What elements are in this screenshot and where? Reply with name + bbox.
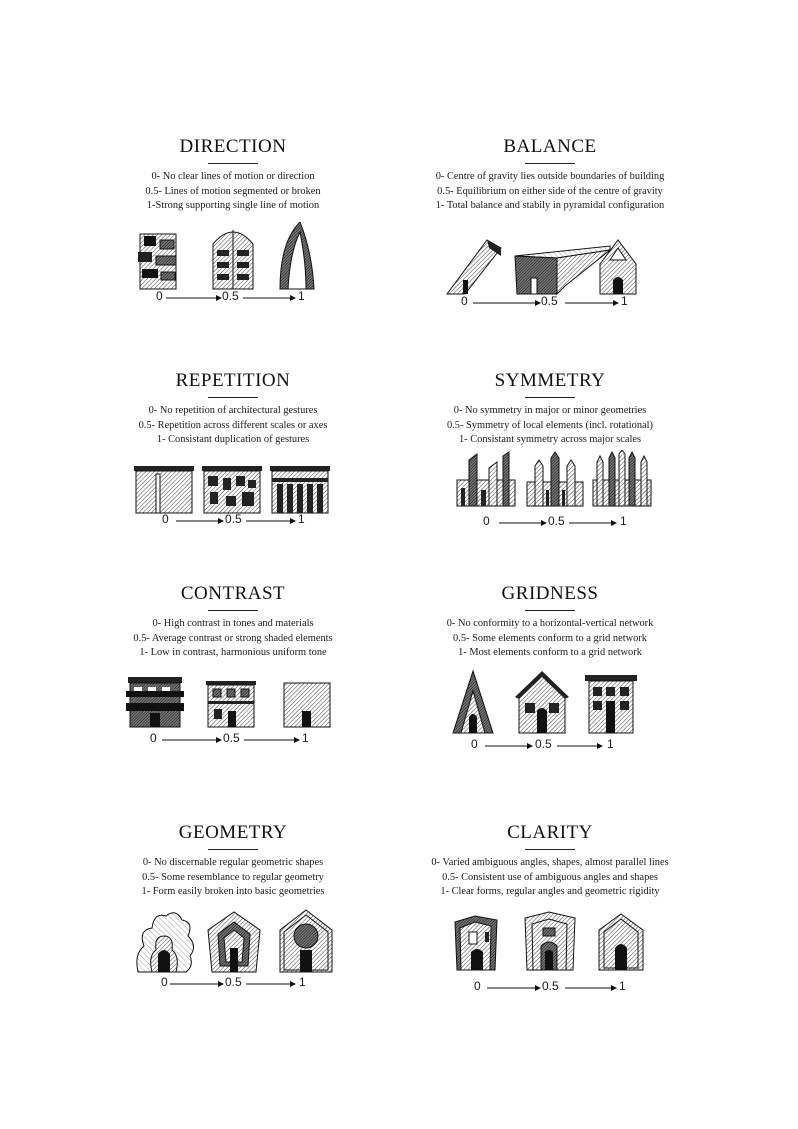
criterion-1: 1- Low in contrast, harmonious uniform tone [139, 647, 327, 658]
criteria-list [385, 856, 715, 900]
building-score-05 [206, 681, 256, 727]
building-score-05 [213, 230, 253, 289]
title-divider [525, 163, 575, 164]
score-scale [68, 974, 398, 994]
criterion-05: 0.5- Symmetry of local elements (incl. rotational) [446, 419, 654, 431]
building-score-0 [137, 913, 194, 972]
scale-label-05: 0.5 [535, 737, 552, 751]
criterion-0: 0- No symmetry in major or minor geometries [453, 405, 647, 416]
scale-label-0: 0 [161, 975, 168, 989]
criterion-05: 0.5- Consistent use of ambiguous angles and shapes [442, 871, 658, 883]
building-score-05 [208, 912, 260, 972]
building-illustrations [385, 667, 715, 737]
scale-label-1: 1 [607, 737, 614, 751]
criterion-05: 0.5- Average contrast or strong shaded elements [133, 632, 333, 644]
building-illustrations [385, 908, 715, 978]
building-score-0 [134, 466, 194, 513]
criterion-0: 0- No conformity to a horizontal-vertical network [446, 618, 654, 629]
scale-label-05: 0.5 [541, 294, 558, 308]
building-score-0 [455, 916, 497, 970]
building-score-05 [527, 452, 583, 506]
panel-repetition [68, 370, 398, 570]
panel-title: SYMMETRY [494, 370, 606, 391]
criterion-05: 0.5- Some elements conform to a grid network [453, 632, 647, 644]
criteria-list [385, 170, 715, 214]
building-score-0 [453, 671, 493, 733]
scale-label-0: 0 [162, 512, 169, 526]
criterion-0: 0- Centre of gravity lies outside boundaries of building [435, 171, 665, 182]
building-illustrations [68, 222, 398, 292]
title-divider [208, 397, 258, 398]
criterion-1: 1- Clear forms, regular angles and geometric rigidity [440, 886, 660, 897]
panel-title: REPETITION [175, 370, 291, 391]
scale-label-05: 0.5 [548, 514, 565, 528]
panel-clarity [385, 822, 715, 1022]
building-score-05 [525, 912, 575, 970]
score-scale [385, 978, 715, 998]
criterion-0: 0- No clear lines of motion or direction [151, 171, 315, 182]
panel-geometry [68, 822, 398, 1022]
building-score-1 [284, 683, 330, 727]
title-divider [525, 397, 575, 398]
criteria-list [68, 617, 398, 661]
criterion-05: 0.5- Lines of motion segmented or broken [145, 185, 321, 197]
scale-label-05: 0.5 [542, 979, 559, 993]
criterion-0: 0- High contrast in tones and materials [152, 618, 314, 629]
scale-label-0: 0 [461, 294, 468, 308]
scale-label-1: 1 [620, 514, 627, 528]
criteria-list [68, 856, 398, 900]
panel-title: GRIDNESS [501, 583, 599, 604]
building-score-05 [515, 246, 610, 294]
building-score-05 [202, 466, 262, 513]
building-score-0 [126, 677, 184, 727]
score-scale [68, 730, 398, 750]
score-scale [68, 511, 398, 531]
score-scale [385, 293, 715, 313]
title-divider [525, 849, 575, 850]
criterion-05: 0.5- Repetition across different scales or axes [138, 419, 328, 431]
title-divider [208, 849, 258, 850]
scale-label-05: 0.5 [225, 512, 242, 526]
scale-label-1: 1 [619, 979, 626, 993]
criterion-0: 0- No repetition of architectural gestures [148, 405, 318, 416]
scale-label-0: 0 [156, 289, 163, 303]
panel-contrast [68, 583, 398, 783]
scale-label-1: 1 [302, 731, 309, 745]
building-score-0 [138, 234, 176, 289]
criteria-list [68, 404, 398, 448]
score-scale [385, 736, 715, 756]
title-divider [208, 610, 258, 611]
scale-label-05: 0.5 [225, 975, 242, 989]
building-score-1 [585, 675, 637, 733]
criterion-05: 0.5- Some resemblance to regular geometry [142, 871, 324, 883]
criterion-1: 1- Total balance and stabily in pyramidal configuration [435, 200, 665, 211]
panel-symmetry [385, 370, 715, 570]
panel-title: GEOMETRY [178, 822, 288, 843]
criterion-1: 1- Most elements conform to a grid network [458, 647, 642, 658]
scale-label-1: 1 [621, 294, 628, 308]
panel-direction [68, 136, 398, 336]
building-illustrations [385, 450, 715, 520]
panel-title: BALANCE [503, 136, 597, 157]
criterion-1: 1- Consistant duplication of gestures [156, 434, 310, 445]
scale-label-0: 0 [150, 731, 157, 745]
panel-title: DIRECTION [179, 136, 287, 157]
building-score-1 [599, 914, 643, 970]
criteria-list [68, 170, 398, 214]
criterion-0: 0- No discernable regular geometric shapes [142, 857, 324, 868]
building-score-0 [457, 452, 515, 506]
title-divider [525, 610, 575, 611]
scale-label-1: 1 [299, 975, 306, 989]
scale-label-0: 0 [471, 737, 478, 751]
score-scale [68, 288, 398, 308]
building-illustrations [68, 906, 398, 976]
scale-label-05: 0.5 [222, 289, 239, 303]
criteria-list [385, 404, 715, 448]
panel-balance [385, 136, 715, 336]
scale-label-0: 0 [483, 514, 490, 528]
criterion-05: 0.5- Equilibrium on either side of the centre of gravity [437, 185, 663, 197]
building-illustrations [385, 226, 715, 296]
score-scale [385, 513, 715, 533]
scale-label-0: 0 [474, 979, 481, 993]
title-divider [208, 163, 258, 164]
scale-label-05: 0.5 [223, 731, 240, 745]
panel-title: CLARITY [507, 822, 593, 843]
scale-label-1: 1 [298, 512, 305, 526]
building-score-05 [515, 671, 569, 733]
panel-title: CONTRAST [180, 583, 286, 604]
building-score-1 [593, 450, 651, 506]
building-score-0 [447, 240, 501, 294]
panel-gridness [385, 583, 715, 783]
criterion-1: 1- Consistant symmetry across major scales [458, 434, 642, 445]
building-score-1 [270, 466, 330, 513]
criterion-0: 0- Varied ambiguous angles, shapes, almost parallel lines [431, 857, 669, 868]
criterion-1: 1-Strong supporting single line of motion [146, 200, 320, 211]
building-score-1 [280, 222, 314, 289]
criteria-list [385, 617, 715, 661]
scale-label-1: 1 [298, 289, 305, 303]
criterion-1: 1- Form easily broken into basic geometries [141, 886, 325, 897]
building-score-1 [280, 910, 332, 972]
